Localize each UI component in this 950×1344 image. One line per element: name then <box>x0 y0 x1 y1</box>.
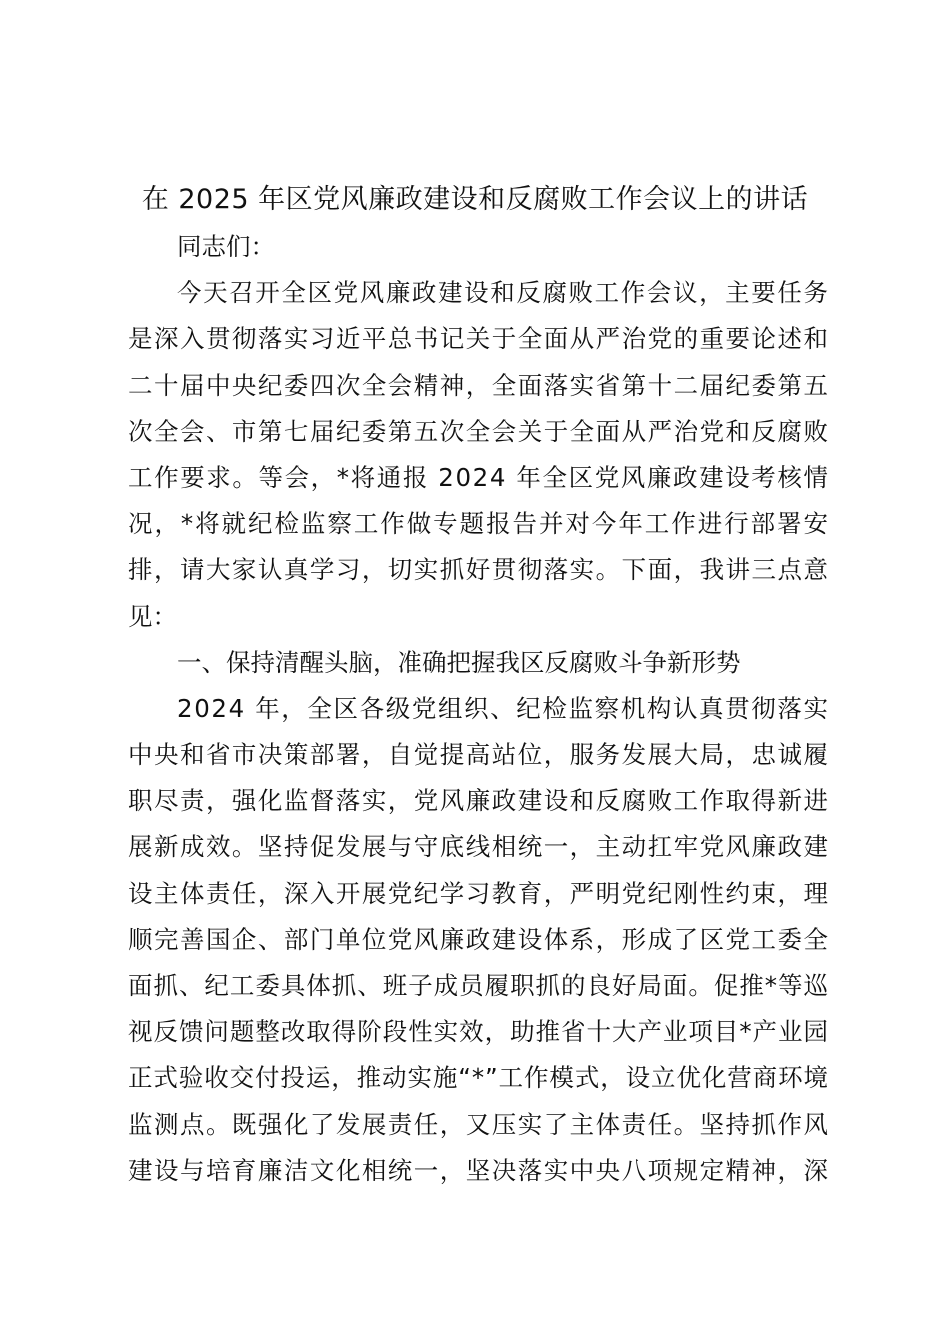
paragraph-line: 监测点。既强化了发展责任，又压实了主体责任。坚持抓作风 <box>128 1109 830 1139</box>
paragraph-line: 2024 年，全区各级党组织、纪检监察机构认真贯彻落实 <box>177 693 830 723</box>
paragraph-line: 一、保持清醒头脑，准确把握我区反腐败斗争新形势 <box>177 647 741 677</box>
paragraph-line: 正式验收交付投运，推动实施“*”工作模式，设立优化营商环境 <box>128 1063 829 1093</box>
paragraph-line: 设主体责任，深入开展党纪学习教育，严明党纪刚性约束，理 <box>128 878 830 908</box>
paragraph-line: 二十届中央纪委四次全会精神，全面落实省第十二届纪委第五 <box>128 370 830 400</box>
paragraph-line: 中央和省市决策部署，自觉提高站位，服务发展大局，忠诚履 <box>128 740 830 770</box>
paragraph-line: 况，*将就纪检监察工作做专题报告并对今年工作进行部署安 <box>128 509 830 539</box>
document-body <box>128 224 828 1194</box>
paragraph-line: 是深入贯彻落实习近平总书记关于全面从严治党的重要论述和 <box>128 324 830 354</box>
paragraph-line: 见： <box>128 601 177 631</box>
paragraph-line: 展新成效。坚持促发展与守底线相统一，主动扛牢党风廉政建 <box>128 832 830 862</box>
paragraph-line: 工作要求。等会，*将通报 2024 年全区党风廉政建设考核情 <box>128 462 830 492</box>
paragraph-line: 今天召开全区党风廉政建设和反腐败工作会议，主要任务 <box>177 278 830 308</box>
paragraph-line: 次全会、市第七届纪委第五次全会关于全面从严治党和反腐败 <box>128 416 830 446</box>
paragraph-line: 建设与培育廉洁文化相统一，坚决落实中央八项规定精神，深 <box>128 1155 830 1185</box>
paragraph-line: 职尽责，强化监督落实，党风廉政建设和反腐败工作取得新进 <box>128 786 830 816</box>
paragraph-line: 同志们： <box>177 232 275 261</box>
document-title: 在 2025 年区党风廉政建设和反腐败工作会议上的讲话 <box>141 184 809 215</box>
paragraph-line: 排，请大家认真学习，切实抓好贯彻落实。下面，我讲三点意 <box>128 555 830 585</box>
paragraph-line: 面抓、纪工委具体抓、班子成员履职抓的良好局面。促推*等巡 <box>128 971 829 1000</box>
paragraph-line: 视反馈问题整改取得阶段性实效，助推省十大产业项目*产业园 <box>128 1017 829 1047</box>
paragraph-line: 顺完善国企、部门单位党风廉政建设体系，形成了区党工委全 <box>128 924 830 954</box>
